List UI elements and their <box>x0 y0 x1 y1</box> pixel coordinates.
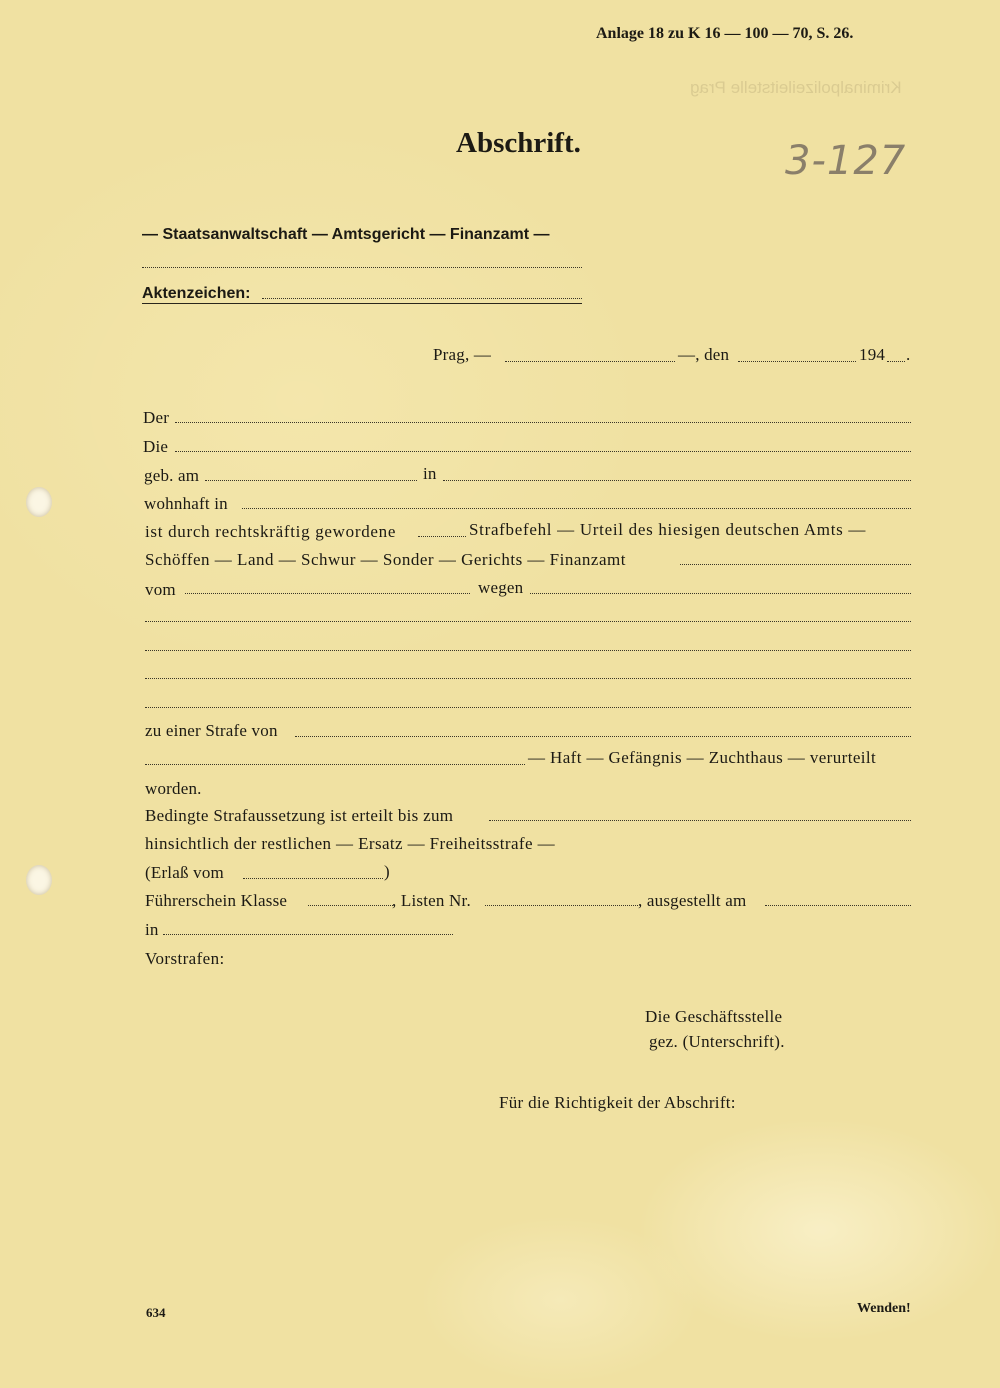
date-den: —, den <box>678 345 730 364</box>
field-rechtskraeftig[interactable] <box>418 536 466 537</box>
field-wegen[interactable] <box>530 593 911 594</box>
aktenzeichen-label: Aktenzeichen: <box>142 285 251 302</box>
label-in-ausstellungsort: in <box>145 920 159 939</box>
label-listen-nr: , Listen Nr. <box>392 891 471 910</box>
label-fuehrerschein-klasse: Führerschein Klasse <box>145 891 288 910</box>
date-city: Prag, — <box>433 345 492 364</box>
field-geb-am[interactable] <box>205 480 417 481</box>
field-fuehrerschein-klasse[interactable] <box>308 905 393 906</box>
date-year: 194 <box>859 345 886 364</box>
reason-line-3[interactable] <box>145 678 911 679</box>
date-period: . <box>906 345 911 364</box>
label-strafe-von: zu einer Strafe von <box>145 721 278 740</box>
page-title: Abschrift. <box>456 127 581 159</box>
reference-line: Anlage 18 zu K 16 — 100 — 70, S. 26. <box>596 25 854 42</box>
text-hinsichtlich: hinsichtlich der restlichen — Ersatz — Freiheitsstrafe — <box>145 834 555 853</box>
form-number: 634 <box>146 1305 166 1320</box>
label-geb-am: geb. am <box>144 466 200 485</box>
label-erlass-vom: (Erlaß vom <box>145 863 224 882</box>
label-wegen: wegen <box>478 578 524 597</box>
date-field-month[interactable] <box>738 361 856 362</box>
label-ausgestellt-am: , ausgestellt am <box>638 891 747 910</box>
signature-note: gez. (Unterschrift). <box>649 1032 785 1051</box>
field-strafe-continued[interactable] <box>145 764 525 765</box>
field-ausstellungsort[interactable] <box>163 934 453 935</box>
field-erlass-vom[interactable] <box>243 878 383 879</box>
text-strafbefehl-urteil: Strafbefehl — Urteil des hiesigen deutschen Amts — <box>469 520 867 539</box>
field-der[interactable] <box>175 422 911 423</box>
label-in: in <box>423 464 437 483</box>
reason-line-2[interactable] <box>145 650 911 651</box>
label-die: Die <box>143 437 169 456</box>
text-haft-verurteilt: — Haft — Gefängnis — Zuchthaus — verurteilt <box>528 748 877 767</box>
text-erlass-close: ) <box>384 862 390 881</box>
reverse-show-through: Kriminalpolizeileitstelle Prag <box>690 78 902 97</box>
label-vorstrafen: Vorstrafen: <box>145 949 225 968</box>
field-finanzamt[interactable] <box>680 564 911 565</box>
text-worden: worden. <box>145 779 202 798</box>
reason-line-1[interactable] <box>145 621 911 622</box>
label-vom: vom <box>145 580 176 599</box>
field-geburtsort[interactable] <box>443 480 911 481</box>
authority-line: — Staatsanwaltschaft — Amtsgericht — Finanzamt — <box>142 226 550 243</box>
field-ausgestellt-am[interactable] <box>765 905 911 906</box>
punch-hole-top <box>26 487 52 517</box>
date-field-day[interactable] <box>505 361 675 362</box>
reason-line-4[interactable] <box>145 707 911 708</box>
authority-blank-line <box>142 267 582 268</box>
label-wohnhaft-in: wohnhaft in <box>144 494 228 513</box>
signature-office: Die Geschäftsstelle <box>645 1007 783 1026</box>
aktenzeichen-field[interactable] <box>262 298 582 299</box>
field-strafe-von[interactable] <box>295 736 911 737</box>
text-gerichte: Schöffen — Land — Schwur — Sonder — Gerichts — Finanzamt <box>145 550 626 569</box>
aktenzeichen-underline <box>142 303 582 304</box>
handwritten-number: 3-127 <box>785 138 907 184</box>
field-die[interactable] <box>175 451 911 452</box>
field-listen-nr[interactable] <box>485 905 638 906</box>
text-rechtskraeftig: ist durch rechtskräftig gewordene <box>145 522 397 541</box>
date-field-year[interactable] <box>887 361 905 362</box>
field-wohnhaft-in[interactable] <box>242 508 911 509</box>
label-bedingte-strafaussetzung: Bedingte Strafaussetzung ist erteilt bis zum <box>145 806 454 825</box>
richtigkeit-certification: Für die Richtigkeit der Abschrift: <box>499 1093 736 1112</box>
turn-over-note: Wenden! <box>857 1301 911 1316</box>
field-bedingte-bis[interactable] <box>489 820 911 821</box>
punch-hole-bottom <box>26 865 52 895</box>
field-vom[interactable] <box>185 593 470 594</box>
label-der: Der <box>143 408 170 427</box>
